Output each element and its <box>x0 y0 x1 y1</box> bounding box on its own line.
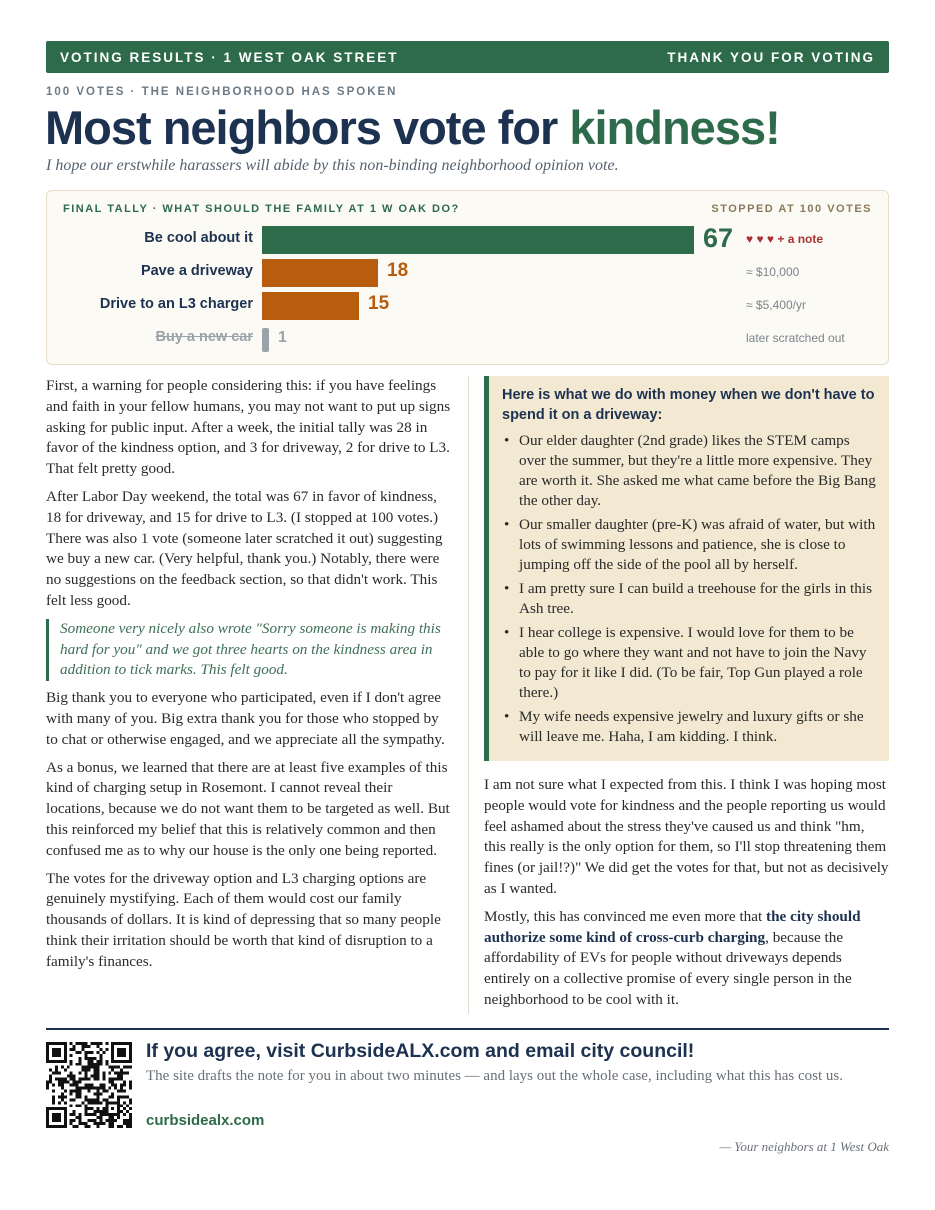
list-item: • Our smaller daughter (pre-K) was afraid of water, but with lots of swimming lessons and patience, she is close to jumping off the side of the pool all by herself. <box>502 515 878 575</box>
list-item: • Our elder daughter (2nd grade) likes the STEM camps over the summer, but they're a little more expensive. They are worth it. She asked me what came before the Big Bang the other day. <box>502 431 878 511</box>
money-box-heading: Here is what we do with money when we don't have to spend it on a driveway: <box>502 387 875 423</box>
chart-subtitle: STOPPED AT 100 VOTES <box>711 203 872 215</box>
paragraph: Big thank you to everyone who participated, even if I don't agree with many of you. Big extra thank you for those who stopped by to chat or otherwise engaged, and we appreciate all the sympathy. <box>46 689 445 748</box>
chart-category-label: Be cool about it <box>144 230 253 246</box>
cta-title: If you agree, visit CurbsideALX.com and email city council! <box>146 1040 695 1062</box>
subhead: I hope our erstwhile harassers will abide by this non-binding neighborhood opinion vote. <box>46 157 619 174</box>
headline-main: Most neighbors vote for <box>45 101 570 154</box>
paragraph: First, a warning for people considering this: if you have feelings and faith in your fellow humans, you may not want to put up signs asking for public input. After a week, the initial tally was 28 in favor of the kindness option, and 3 for driveway, 2 for drive to L3. That felt pretty good. <box>46 377 451 478</box>
list-item: • My wife needs expensive jewelry and luxury gifts or she will leave me. Haha, I am kidding. I think. <box>502 707 878 747</box>
chart-bar <box>262 328 269 352</box>
tally-chart <box>46 190 889 365</box>
chart-value-label: 67 <box>703 223 734 253</box>
money-list <box>502 431 878 747</box>
kicker: 100 VOTES · THE NEIGHBORHOOD HAS SPOKEN <box>46 86 398 98</box>
chart-value-label: 15 <box>368 293 390 314</box>
cta-text: The site drafts the note for you in about two minutes — and lays out the whole case, including what this has cost us. <box>146 1068 843 1084</box>
right-column <box>484 376 889 1018</box>
cta-link[interactable]: curbsidealx.com <box>146 1112 265 1129</box>
headline-accent: kindness! <box>569 101 780 154</box>
chart-bar <box>262 292 359 320</box>
text-span: Mostly, this has convinced me even more that <box>484 907 767 925</box>
pull-quote: Someone very nicely also wrote "Sorry someone is making this hard for you" and we got three hearts on the kindness area in addition to tick marks. This felt good. <box>46 619 453 681</box>
chart-note: later scratched out <box>746 331 845 345</box>
chart-title: FINAL TALLY · WHAT SHOULD THE FAMILY AT 1 W OAK DO? <box>63 203 460 215</box>
chart-category-label: Pave a driveway <box>140 263 253 279</box>
paragraph <box>484 907 889 1011</box>
headline <box>45 100 780 155</box>
chart-value-label: 1 <box>278 329 287 346</box>
chart-note: ♥ ♥ ♥ + a note <box>746 232 824 246</box>
left-column <box>46 376 453 980</box>
list-item: • I hear college is expensive. I would love for them to be able to go where they want and not have to join the Navy to pay for it like I did. (To be fair, Top Gun played a role there.) <box>502 623 878 703</box>
banner-title: VOTING RESULTS · 1 WEST OAK STREET <box>60 49 399 65</box>
paragraph: After Labor Day weekend, the total was 67 in favor of kindness, 18 for driveway, and 15 for drive to L3. (I stopped at 100 votes.) There was also 1 vote (someone later scratched it out) suggesting we buy a new car. (Very helpful, thank you.) Notably, there were no suggestions on the feedback section, so that didn't work. This felt less good. <box>46 487 443 609</box>
chart-note: ≈ $10,000 <box>746 265 800 279</box>
chart-note: ≈ $5,400/yr <box>746 298 806 312</box>
chart-row <box>47 325 890 353</box>
column-divider <box>468 376 469 1014</box>
chart-row <box>47 259 890 287</box>
chart-category-label: Buy a new car <box>155 329 253 345</box>
chart-category-label: Drive to an L3 charger <box>99 296 253 312</box>
money-box <box>484 376 889 761</box>
signature: — Your neighbors at 1 West Oak <box>719 1139 889 1154</box>
qr-code-icon[interactable] <box>46 1042 132 1128</box>
chart-row <box>47 223 890 254</box>
paragraph: I am not sure what I expected from this. I think I was hoping most people would vote for kindness and the people reporting us would feel ashamed about the stress they've caused us and think "hm, this really is the only option for them, so I'll stop threatening them fines (or jail!?)" We did get the votes for that, but not as decisively as I wanted. <box>484 776 889 897</box>
paragraph: The votes for the driveway option and L3 charging options are genuinely mystifying. Each of them would cost our family thousands of dollars. It is kind of depressing that so many people think their irritation should be worth that kind of disruption to a family's finances. <box>46 869 441 970</box>
footer-rule <box>46 1028 889 1030</box>
top-banner <box>46 41 889 73</box>
chart-bar <box>262 226 694 254</box>
chart-value-label: 18 <box>387 260 409 281</box>
emphasis-text: the city should authorize some kind of cross-curb charging <box>484 907 861 946</box>
chart-row <box>47 292 890 320</box>
banner-thanks: THANK YOU FOR VOTING <box>667 49 875 65</box>
chart-bar <box>262 259 378 287</box>
paragraph: As a bonus, we learned that there are at least five examples of this kind of charging setup in Rosemont. I cannot reveal their locations, because we do not want them to be targeted as well. But this reinforced my belief that this is relatively common and then confused me as to why our house is the only one being reported. <box>46 758 450 859</box>
text-span: , because the affordability of EVs for people without driveways depends entirely on a collective promise of every single person in the neighborhood to be cool with it. <box>484 928 852 1008</box>
list-item: • I am pretty sure I can build a treehouse for the girls in this Ash tree. <box>502 579 878 619</box>
